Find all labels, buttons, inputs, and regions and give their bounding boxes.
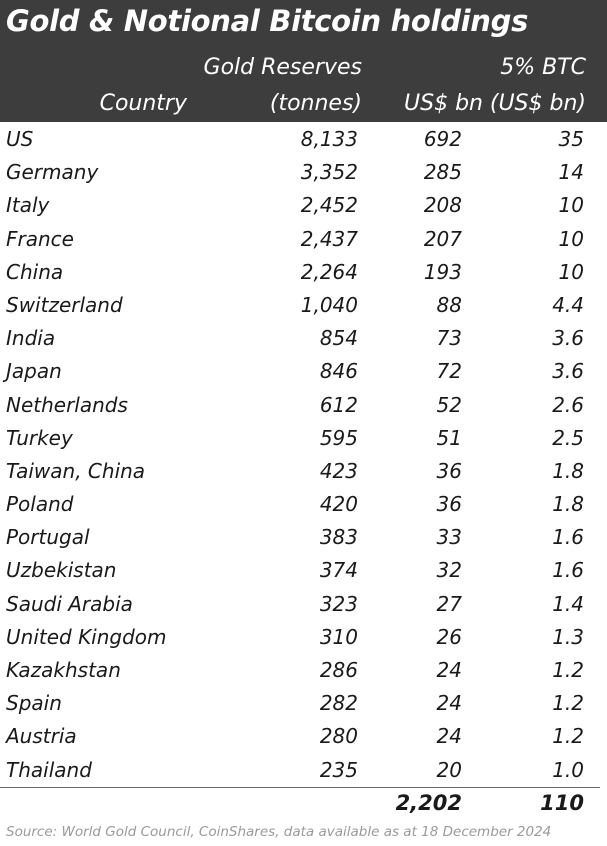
usd-bn-cell: 27 bbox=[436, 591, 462, 616]
table-header bbox=[0, 0, 607, 122]
btc-cell: 2.6 bbox=[552, 392, 584, 417]
usd-bn-cell: 208 bbox=[423, 193, 462, 218]
country-cell: US bbox=[6, 127, 34, 151]
table-row bbox=[0, 321, 607, 354]
gold-tonnes-cell: 383 bbox=[319, 525, 358, 550]
usd-bn-cell: 20 bbox=[436, 757, 462, 782]
btc-cell: 1.3 bbox=[552, 624, 584, 649]
country-cell: Kazakhstan bbox=[6, 658, 121, 682]
header-row-bottom bbox=[0, 86, 607, 122]
country-cell: Switzerland bbox=[6, 292, 123, 317]
country-cell: Austria bbox=[6, 724, 77, 749]
country-cell: Netherlands bbox=[6, 392, 128, 417]
header-row-top bbox=[0, 50, 607, 86]
table-title: Gold & Notional Bitcoin holdings bbox=[6, 4, 529, 38]
table-row bbox=[0, 454, 607, 487]
usd-bn-cell: 24 bbox=[436, 658, 462, 682]
usd-header: US$ bn bbox=[404, 91, 483, 116]
table-row bbox=[0, 222, 607, 255]
gold-tonnes-cell: 2,437 bbox=[300, 226, 358, 251]
table-row bbox=[0, 719, 607, 752]
table-row bbox=[0, 653, 607, 686]
country-cell: Italy bbox=[6, 193, 50, 218]
gold-tonnes-header: (tonnes) bbox=[269, 91, 362, 116]
gold-tonnes-cell: 3,352 bbox=[300, 160, 358, 185]
table-row bbox=[0, 553, 607, 586]
table-body bbox=[0, 122, 607, 786]
btc-cell: 1.8 bbox=[552, 492, 584, 517]
table-row bbox=[0, 520, 607, 553]
gold-tonnes-cell: 282 bbox=[319, 691, 358, 716]
table-row bbox=[0, 122, 607, 155]
btc-cell: 35 bbox=[558, 127, 584, 151]
total-usd: 2,202 bbox=[395, 791, 462, 815]
country-cell: France bbox=[6, 226, 74, 251]
btc-cell: 10 bbox=[558, 193, 584, 218]
gold-reserves-header: Gold Reserves bbox=[203, 55, 362, 80]
btc-usd-header: (US$ bn) bbox=[489, 91, 586, 116]
gold-tonnes-cell: 374 bbox=[319, 558, 358, 583]
table-row bbox=[0, 620, 607, 653]
gold-tonnes-cell: 420 bbox=[319, 492, 358, 517]
gold-tonnes-cell: 2,264 bbox=[300, 259, 358, 284]
table-row bbox=[0, 354, 607, 387]
btc-cell: 1.8 bbox=[552, 458, 584, 483]
usd-bn-cell: 36 bbox=[436, 458, 462, 483]
country-cell: Germany bbox=[6, 160, 99, 185]
gold-tonnes-cell: 846 bbox=[319, 359, 358, 384]
gold-tonnes-cell: 423 bbox=[319, 458, 358, 483]
table-row bbox=[0, 487, 607, 520]
gold-tonnes-cell: 595 bbox=[319, 425, 358, 450]
gold-tonnes-cell: 323 bbox=[319, 591, 358, 616]
gold-tonnes-cell: 612 bbox=[319, 392, 358, 417]
gold-tonnes-cell: 8,133 bbox=[300, 127, 358, 151]
btc-cell: 1.2 bbox=[552, 691, 584, 716]
gold-tonnes-cell: 235 bbox=[319, 757, 358, 782]
usd-bn-cell: 32 bbox=[436, 558, 462, 583]
usd-bn-cell: 24 bbox=[436, 724, 462, 749]
usd-bn-cell: 26 bbox=[436, 624, 462, 649]
country-cell: Saudi Arabia bbox=[6, 591, 133, 616]
usd-bn-cell: 285 bbox=[423, 160, 462, 185]
total-row bbox=[0, 789, 607, 821]
usd-bn-cell: 36 bbox=[436, 492, 462, 517]
btc-cell: 14 bbox=[558, 160, 584, 185]
table-row bbox=[0, 587, 607, 620]
table-row bbox=[0, 188, 607, 221]
gold-tonnes-cell: 2,452 bbox=[300, 193, 358, 218]
usd-bn-cell: 207 bbox=[423, 226, 462, 251]
country-cell: Japan bbox=[6, 359, 62, 384]
gold-tonnes-cell: 1,040 bbox=[300, 292, 358, 317]
country-cell: Portugal bbox=[6, 525, 90, 550]
btc-cell: 1.6 bbox=[552, 525, 584, 550]
country-cell: China bbox=[6, 259, 64, 284]
btc-cell: 3.6 bbox=[552, 326, 584, 351]
country-cell: Uzbekistan bbox=[6, 558, 117, 583]
btc-cell: 1.4 bbox=[552, 591, 584, 616]
country-cell: Taiwan, China bbox=[6, 458, 146, 483]
table-row bbox=[0, 288, 607, 321]
total-divider bbox=[0, 787, 600, 788]
usd-bn-cell: 73 bbox=[436, 326, 462, 351]
table-row bbox=[0, 255, 607, 288]
country-cell: Thailand bbox=[6, 757, 92, 782]
btc-cell: 1.2 bbox=[552, 724, 584, 749]
btc-cell: 10 bbox=[558, 259, 584, 284]
usd-bn-cell: 692 bbox=[423, 127, 462, 151]
table-row bbox=[0, 421, 607, 454]
btc-cell: 1.6 bbox=[552, 558, 584, 583]
usd-bn-cell: 72 bbox=[436, 359, 462, 384]
usd-bn-cell: 51 bbox=[436, 425, 462, 450]
btc-header: 5% BTC bbox=[500, 55, 586, 80]
gold-tonnes-cell: 280 bbox=[319, 724, 358, 749]
table-row bbox=[0, 388, 607, 421]
gold-tonnes-cell: 854 bbox=[319, 326, 358, 351]
usd-bn-cell: 24 bbox=[436, 691, 462, 716]
source-note: Source: World Gold Council, CoinShares, data available as at 18 December 2024 bbox=[6, 824, 552, 840]
country-cell: United Kingdom bbox=[6, 624, 167, 649]
btc-cell: 3.6 bbox=[552, 359, 584, 384]
country-cell: India bbox=[6, 326, 56, 351]
country-cell: Turkey bbox=[6, 425, 73, 450]
table-row bbox=[0, 686, 607, 719]
btc-cell: 1.2 bbox=[552, 658, 584, 682]
usd-bn-cell: 88 bbox=[436, 292, 462, 317]
btc-cell: 10 bbox=[558, 226, 584, 251]
table-row bbox=[0, 155, 607, 188]
usd-bn-cell: 193 bbox=[423, 259, 462, 284]
table-row bbox=[0, 753, 607, 786]
gold-tonnes-cell: 286 bbox=[319, 658, 358, 682]
btc-cell: 2.5 bbox=[552, 425, 584, 450]
usd-bn-cell: 52 bbox=[436, 392, 462, 417]
gold-tonnes-cell: 310 bbox=[319, 624, 358, 649]
btc-cell: 1.0 bbox=[552, 757, 584, 782]
country-cell: Poland bbox=[6, 492, 74, 517]
country-cell: Spain bbox=[6, 691, 62, 716]
country-header: Country bbox=[99, 91, 187, 116]
btc-cell: 4.4 bbox=[552, 292, 584, 317]
total-btc: 110 bbox=[540, 791, 584, 815]
usd-bn-cell: 33 bbox=[436, 525, 462, 550]
